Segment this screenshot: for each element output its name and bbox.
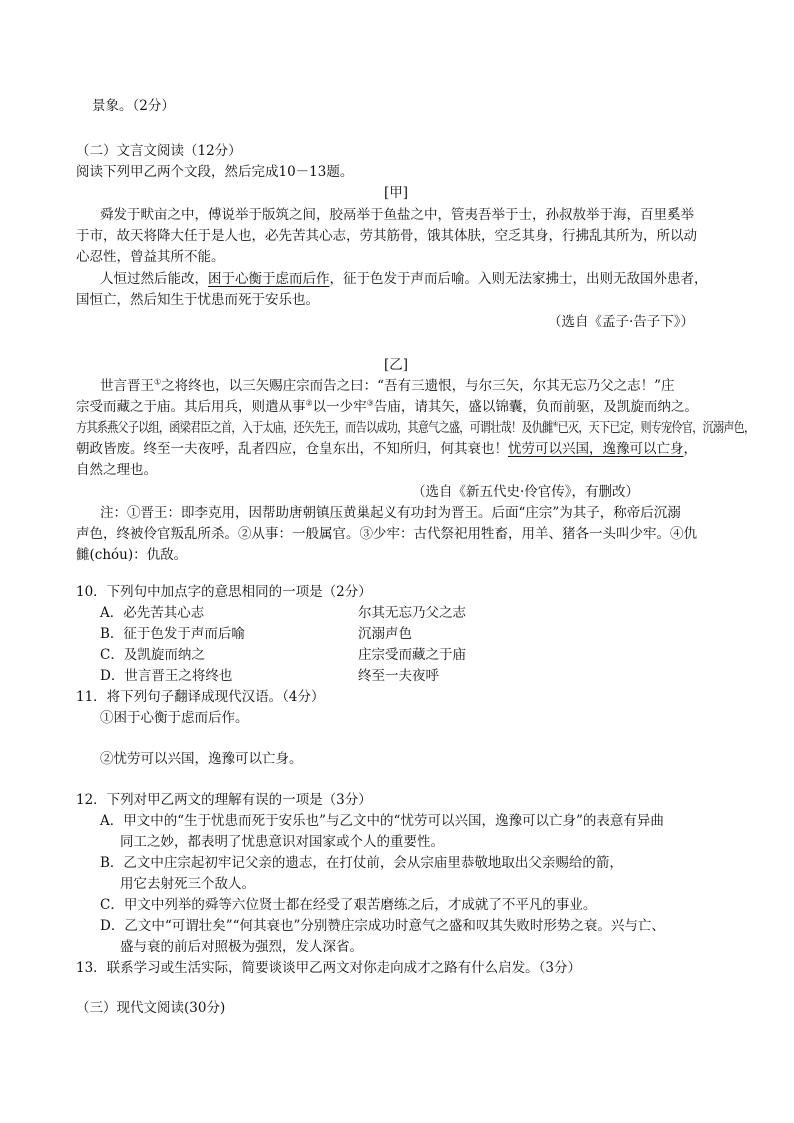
underlined-sentence: 忧劳可以兴国，逸豫可以亡身 — [508, 441, 684, 457]
passage-jia-line: 心忍性，曾益其所不能。 — [76, 249, 225, 265]
question-10-option-a-right: 尔其无忘乃父之志 — [358, 605, 466, 621]
question-12-stem: 12．下列对甲乙两文的理解有误的一项是（3分） — [76, 792, 372, 808]
question-10-option-a-left: A．必先苦其心志 — [100, 605, 205, 621]
question-12-option-a-cont: 同工之妙，都表明了忧患意识对国家或个人的重要性。 — [120, 834, 444, 850]
passage-yi-label: [乙] — [384, 357, 409, 373]
passage-jia-line: 舜发于畎亩之中，傅说举于版筑之间，胶鬲举于鱼盐之中，管夷吾举于士，孙叔敖举于海，百里奚举 — [100, 207, 694, 223]
passage-jia-line: 于市，故天将降大任于是人也，必先苦其心志，劳其筋骨，饿其体肤，空乏其身，行拂乱其所为，所以动 — [76, 228, 697, 244]
section-title-classical: （二）文言文阅读（12分） — [76, 143, 242, 159]
question-10-stem: 10．下列句中加点字的意思相同的一项是（2分） — [76, 584, 372, 600]
passage-yi-line: 朝政皆废。终至一夫夜呼，乱者四应，仓皇东出，不知所归，何其衰也！忧劳可以兴国，逸豫可以亡身， — [76, 441, 697, 457]
question-11-stem: 11．将下列句子翻译成现代汉语。（4分） — [76, 689, 325, 705]
question-10-option-c-left: C．及凯旋而纳之 — [100, 647, 205, 663]
passage-jia-label: [甲] — [384, 185, 409, 201]
passage-yi-source: （选自《新五代史·伶官传》，有删改） — [412, 484, 640, 500]
question-10-option-b-right: 沉溺声色 — [358, 626, 412, 642]
question-12-option-b: B．乙文中庄宗起初牢记父亲的遗志，在打仗前，会从宗庙里恭敬地取出父亲赐给的箭， — [100, 855, 623, 871]
passage-yi-line: 宗受而藏之于庙。其后用兵，则遣从事②以一少牢③告庙，请其矢，盛以锦囊，负而前驱，及凯旋而纳之。 — [76, 398, 698, 415]
question-12-option-d: D．乙文中“可谓壮矣”“何其衰也”分别赞庄宗成功时意气之盛和叹其失败时形势之衰。兴与亡、 — [100, 918, 665, 934]
question-12-option-c: C．甲文中列举的舜等六位贤士都在经受了艰苦磨练之后，才成就了不平凡的事业。 — [100, 897, 597, 913]
footnote-line: 雠(chóu)：仇敌。 — [76, 547, 188, 563]
passage-yi-line: 自然之理也。 — [76, 462, 157, 478]
question-11-sentence-1: ①困于心衡于虑而后作。 — [100, 710, 249, 726]
passage-yi-line: 世言晋王①之将终也，以三矢赐庄宗而告之曰：“吾有三遗恨，与尔三矢，尔其无忘乃父之志！”庄 — [100, 377, 675, 394]
instruction: 阅读下列甲乙两个文段，然后完成10－13题。 — [76, 164, 354, 180]
footnote-line: 声色，终被伶官叛乱所杀。②从事：一般属官。③少牢：古代祭祀用牲畜，用羊、猪各一头叫少牢。④仇 — [76, 526, 697, 542]
question-12-option-b-cont: 用它去射死三个敌人。 — [120, 876, 255, 892]
section-title-modern: （三）现代文阅读(30分) — [76, 1000, 226, 1016]
passage-yi-line: 方其系燕父子以组，函梁君臣之首，入于太庙，还矢先王，而告以成功，其意气之盛，可谓壮哉！及仇雠④已灭，天下已定，则专宠伶官，沉溺声色， — [76, 419, 755, 436]
passage-jia-line: 人恒过然后能改，困于心衡于虑而后作，征于色发于声而后喻。入则无法家拂士，出则无敌国外患者， — [100, 271, 708, 287]
passage-jia-line: 国恒亡，然后知生于忧患而死于安乐也。 — [76, 292, 319, 308]
question-10-option-b-left: B．征于色发于声而后喻 — [100, 626, 245, 642]
underlined-sentence: 困于心衡于虑而后作 — [208, 271, 330, 287]
question-10-option-d-left: D．世言晋王之将终也 — [100, 668, 233, 684]
footnote-line: 注：①晋王：即李克用，因帮助唐朝镇压黄巢起义有功封为晋王。后面“庄宗”为其子，称帝后沉溺 — [100, 505, 681, 521]
question-10-option-c-right: 庄宗受而藏之于庙 — [358, 647, 466, 663]
question-13-stem: 13．联系学习或生活实际，简要谈谈甲乙两文对你走向成才之路有什么启发。（3分） — [76, 960, 582, 976]
question-12-option-d-cont: 盛与衰的前后对照极为强烈，发人深省。 — [120, 939, 363, 955]
question-tail: 景象。（2分） — [92, 98, 175, 114]
passage-jia-source: （选自《孟子·告子下》） — [548, 314, 695, 330]
question-11-sentence-2: ②忧劳可以兴国，逸豫可以亡身。 — [100, 751, 303, 767]
question-10-option-d-right: 终至一夫夜呼 — [358, 668, 439, 684]
question-12-option-a: A．甲文中的“生于忧患而死于安乐也”与乙文中的“忧劳可以兴国，逸豫可以亡身”的表意有异曲 — [100, 813, 664, 829]
